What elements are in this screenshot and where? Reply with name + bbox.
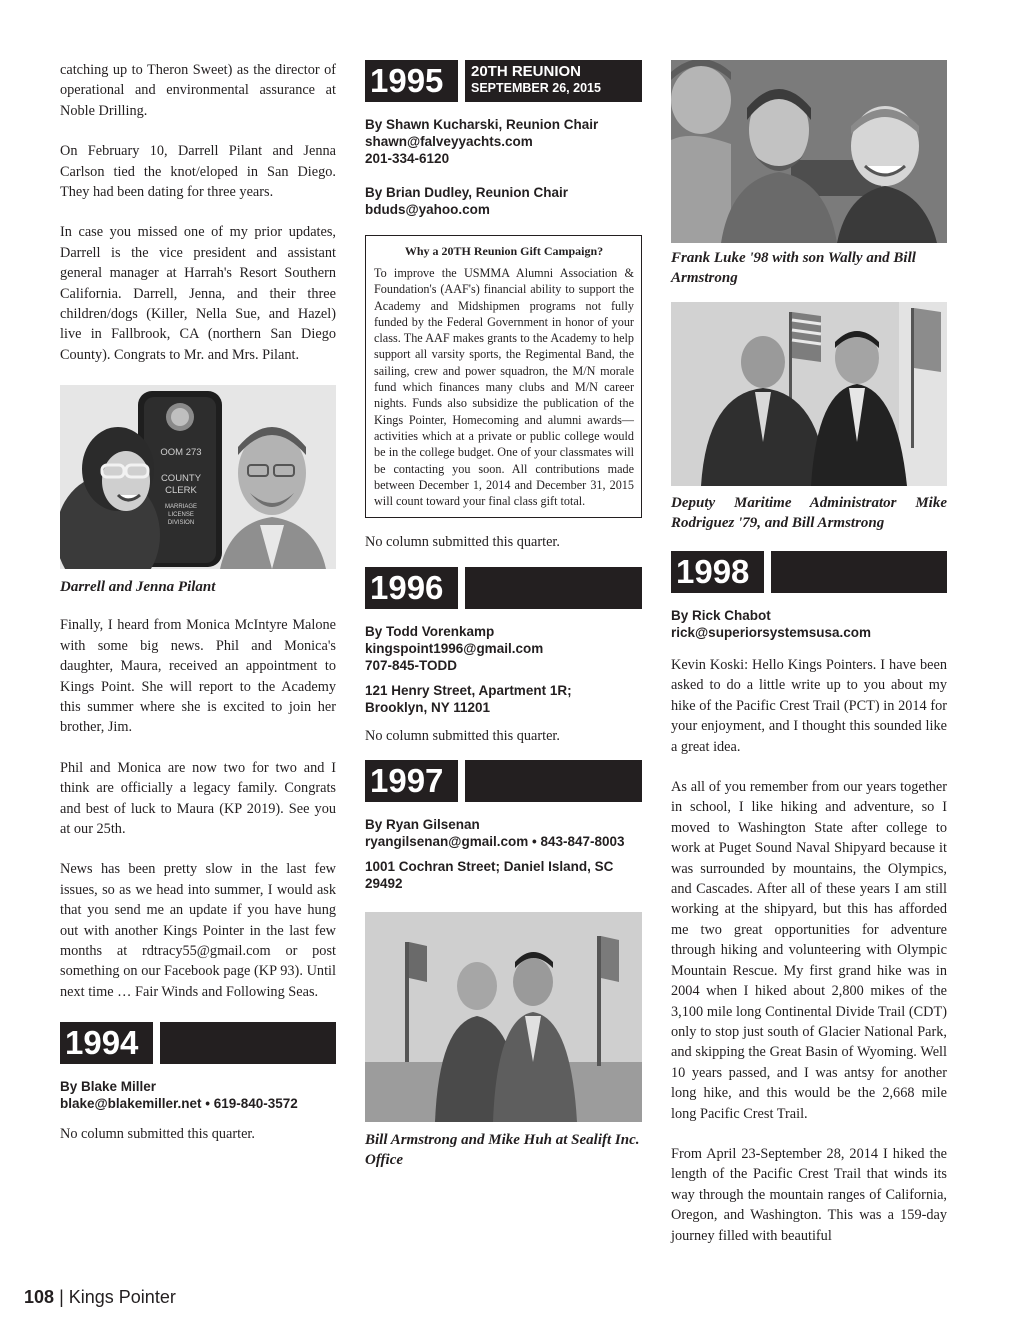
class-contact: [671, 607, 947, 641]
year-banner-1996: [365, 567, 642, 609]
class-1994-section: [60, 1022, 336, 1144]
column-left: [60, 60, 336, 1145]
class-contact: [365, 116, 642, 167]
sign-text: [152, 447, 210, 527]
sign-division: DIVISION: [167, 520, 195, 527]
no-column-note: No column submitted this quarter.: [365, 727, 560, 744]
year-banner-1995: [365, 60, 642, 102]
gift-campaign-sidebar: [365, 235, 642, 518]
contact-email: bduds@yahoo.com: [365, 202, 490, 217]
contact-name: By Rick Chabot: [671, 608, 771, 623]
year-label: 1998: [671, 551, 764, 593]
reunion-date: SEPTEMBER 26, 2015: [471, 81, 601, 95]
year-label: 1997: [365, 760, 458, 802]
column-right: [671, 60, 947, 1246]
sign-county: COUNTY: [160, 473, 202, 485]
contact-email: rick@superiorsystemsusa.com: [671, 625, 872, 640]
year-banner-1994: [60, 1022, 336, 1064]
page-number: 108: [24, 1287, 55, 1307]
column-middle: [365, 60, 642, 1170]
photo-caption: Bill Armstrong and Mike Huh at Sealift Inc. Office: [365, 1132, 640, 1169]
year-label: 1995: [365, 60, 458, 102]
article-paragraph: From April 23-September 28, 2014 I hiked the length of the Pacific Crest Trail that winds its way through the mountain ranges of California, Oregon, and Washington. This was a 159-day journey filled with beautiful: [671, 1145, 947, 1244]
contact-phone: 201-334-6120: [365, 151, 450, 166]
article-paragraph: catching up to Theron Sweet) as the director of operational and environmental assurance at Noble Drilling.: [60, 62, 336, 119]
sign-marriage-license: MARRIAGE LICENSE: [164, 504, 197, 519]
sidebar-text: To improve the USMMA Alumni Association & Foundation's (AAF's) financial ability to support the Academy and Midshipmen programs not fully funded by the Federal Government in honor of your class. The AAF makes grants to the Academy to help support all varsity sports, the Regimental Band, the sailing, crew and power squadron, the M/N morale fund which finances many clubs and M/N career nights. Funds also subsidize the publication of the Kings Pointer, Homecoming and alumni awards—activities which at a private or public college would be in the college budget. One of your classmates will be contacting you soon. All contributions made between December 1, 2014 and December 31, 2015 will count toward your final class gift total.: [374, 266, 634, 509]
year-banner-1998: [671, 551, 947, 593]
publication-name: Kings Pointer: [68, 1287, 176, 1307]
contact-name: By Ryan Gilsenan: [365, 817, 480, 833]
class-contact: [365, 816, 642, 850]
photo-caption: Frank Luke '98 with son Wally and Bill Armstrong: [671, 250, 916, 286]
contact-name: By Shawn Kucharski, Reunion Chair: [365, 117, 599, 132]
contact-name: By Brian Dudley, Reunion Chair: [365, 185, 569, 200]
article-paragraph: News has been pretty slow in the last few issues, so as we head into summer, I would ask that you send me an update if you have hung out with another Kings Pointer in the last few months at rdtracy55@gmail.com or post something on our Facebook page (KP 93). Until next time … Fair Winds and Following Seas.: [60, 861, 336, 1000]
photo-darrell-jenna-pilant: [60, 385, 336, 569]
year-label: 1996: [365, 567, 458, 609]
article-paragraph: On February 10, Darrell Pilant and Jenna Carlson tied the knot/eloped in San Diego. They had been dating for three years.: [60, 143, 336, 201]
photo-illustration: [671, 60, 947, 243]
reunion-title: 20TH REUNION: [471, 63, 582, 80]
year-banner-fill: [465, 567, 642, 609]
sign-clerk: CLERK: [165, 485, 197, 497]
photo-mike-rodriguez-bill-armstrong: [671, 302, 947, 486]
contact-name: By Todd Vorenkamp: [365, 623, 495, 639]
no-column-note: No column submitted this quarter.: [60, 1126, 255, 1143]
class-1996-section: [365, 567, 642, 746]
class-address: [365, 682, 642, 716]
article-paragraph: Kevin Koski: Hello Kings Pointers. I have been asked to do a little write up to you about my hike of the Pacific Crest Trail (PCT) in 2014 for your enjoyment, and I thought this sounded like a great idea.: [671, 657, 947, 755]
class-address: 1001 Cochran Street; Daniel Island, SC 29492: [365, 859, 614, 892]
class-1998-section: [671, 551, 947, 1246]
sign-room: OOM 273: [160, 447, 202, 459]
photo-illustration: [671, 302, 947, 486]
year-banner-fill: [771, 551, 947, 593]
no-column-note: No column submitted this quarter.: [365, 534, 560, 551]
sidebar-title: Why a 20TH Reunion Gift Campaign?: [404, 244, 604, 258]
contact-email: shawn@falveyyachts.com: [365, 134, 533, 149]
contact-email-phone: blake@blakemiller.net • 619-840-3572: [60, 1096, 298, 1112]
class-contact: [365, 623, 642, 674]
article-paragraph: Phil and Monica are now two for two and I think are officially a legacy family. Congrats and best of luck to Maura (KP 2019). See you at our 25th.: [60, 759, 336, 837]
photo-frank-luke-wally-bill: [671, 60, 947, 243]
contact-name: By Blake Miller: [60, 1079, 157, 1095]
address-line2: Brooklyn, NY 11201: [365, 699, 491, 715]
photo-bill-armstrong-mike-huh: [365, 912, 642, 1122]
photo-caption: Deputy Maritime Administrator Mike Rodriguez '79, and Bill Armstrong: [671, 495, 947, 531]
class-1995-section: [365, 60, 642, 553]
year-banner-1997: [365, 760, 642, 802]
class-contact: [365, 184, 642, 218]
contact-email: kingspoint1996@gmail.com: [365, 640, 544, 656]
address-line1: 121 Henry Street, Apartment 1R;: [365, 682, 572, 698]
contact-email-phone: ryangilsenan@gmail.com • 843-847-8003: [365, 834, 625, 850]
article-paragraph: Finally, I heard from Monica McIntyre Malone with some big news. Phil and Monica's daughter, Maura, received an appointment to Kings Point. She will report to the Academy this summer where she is excited to join her brother, Jim.: [60, 617, 336, 736]
year-banner-fill: [160, 1022, 336, 1064]
footer-separator: |: [59, 1287, 64, 1307]
class-contact: [60, 1078, 336, 1112]
reunion-banner: [465, 60, 642, 102]
class-1997-section: [365, 760, 642, 1170]
year-banner-fill: [465, 760, 642, 802]
article-paragraph: In case you missed one of my prior updates, Darrell is the vice president and assistant general manager at Harrah's Resort Southern California. Darrell, Jenna, and their three children/dogs (Killer, Nella Sue, and Hazel) live in Fallbrook, CA (northern San Diego County). Congrats to Mr. and Mrs. Pilant.: [60, 224, 336, 363]
article-paragraph: As all of you remember from our years together in school, I like hiking and adventure, so I moved to Washington State after college to work at Puget Sound Naval Shipyard because it was surrounded by mountains, the Olympics, and Cascades. After all of these years I am still working at the shipyard, but this has afforded me two great opportunities for adventure through hiking and volunteering with Olympic Mountain Rescue. My first grand hike was in 2004 when I hiked about 2,800 mikes of the 3,100 mile long Continental Divide Trail (CDT) only to stop just south of Glacier National Park, and skipping the Great Basin of Wyoming. Well 10 years passed, and I was antsy for another long hike, and this would be the 2,668 mile long Pacific Crest Trail.: [671, 779, 947, 1122]
page-footer: [24, 1287, 176, 1308]
photo-illustration: [365, 912, 642, 1122]
year-label: 1994: [60, 1022, 153, 1064]
contact-phone: 707-845-TODD: [365, 657, 458, 673]
photo-caption: Darrell and Jenna Pilant: [60, 579, 216, 596]
